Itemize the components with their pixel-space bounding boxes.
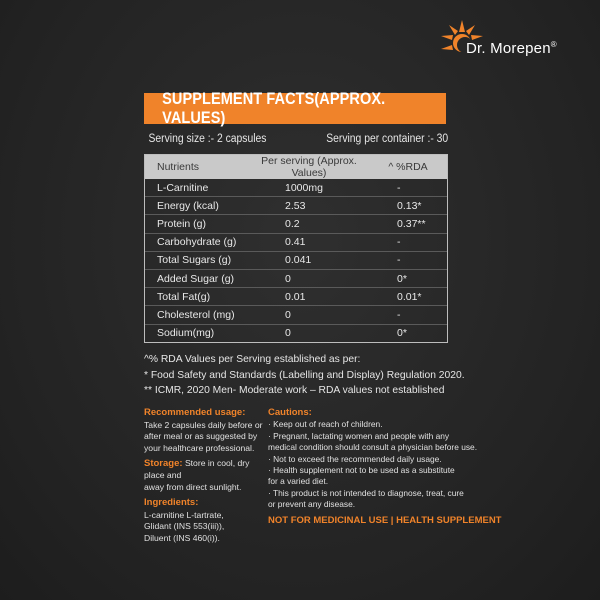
per-serving-value: 0.2 (285, 217, 300, 230)
storage-title: Storage: (144, 458, 183, 470)
supplement-facts-panel (144, 89, 502, 543)
nutrient-name: Total Fat(g) (157, 290, 211, 303)
per-serving-value: 0 (285, 308, 291, 321)
table-row (145, 214, 447, 232)
footer-disclaimer: NOT FOR MEDICINAL USE | HEALTH SUPPLEMENT (268, 514, 502, 526)
rda-value: 0.13* (397, 199, 422, 212)
serving-info (144, 124, 454, 151)
brand-text: Dr. Morepen (466, 40, 551, 57)
per-serving-value: 0.041 (285, 254, 312, 267)
cautions-title: Cautions: (268, 407, 312, 418)
table-row (145, 287, 447, 305)
cautions-column (266, 407, 502, 567)
per-serving-value: 2.53 (285, 199, 306, 212)
caution-line: · Pregnant, lactating women and people with any (268, 430, 450, 441)
storage-line: away from direct sunlight. (144, 481, 242, 492)
rda-notes (144, 352, 465, 399)
per-serving-value: 0 (285, 272, 291, 285)
brand-logo (436, 18, 596, 68)
table-row (145, 179, 447, 196)
rda-value: 0* (397, 272, 407, 285)
rda-value: 0.01* (397, 290, 422, 303)
table-row (145, 196, 447, 214)
serving-size: Serving size :- 2 capsules (148, 133, 267, 145)
nutrient-name: L-Carnitine (157, 181, 209, 194)
ingredients-title: Ingredients: (144, 497, 199, 509)
nutrient-name: Carbohydrate (g) (157, 236, 237, 249)
info-columns (144, 407, 502, 567)
per-serving-value: 0.01 (285, 290, 306, 303)
rda-value: - (397, 181, 401, 194)
registered-mark: ® (550, 40, 557, 49)
caution-line: · This product is not intended to diagnose, treat, cure (268, 487, 464, 498)
table-row (145, 251, 447, 269)
caution-line: medical condition should consult a physician before use. (268, 442, 478, 453)
nutrition-table (144, 154, 448, 343)
caution-line: · Keep out of reach of children. (268, 419, 383, 430)
rda-note: ** ICMR, 2020 Men- Moderate work – RDA values not established (144, 385, 445, 396)
rda-note: * Food Safety and Standards (Labelling and Display) Regulation 2020. (144, 369, 465, 381)
rda-note: ^% RDA Values per Serving established as per: (144, 354, 361, 365)
storage-line: Store in cool, dry place and (144, 458, 250, 480)
nutrient-name: Sodium(mg) (157, 327, 215, 340)
recommended-usage (144, 407, 266, 454)
rda-value: 0.37** (397, 217, 426, 230)
table-header (145, 155, 447, 179)
nutrient-name: Protein (g) (157, 217, 207, 230)
nutrient-name: Cholesterol (mg) (157, 308, 235, 321)
rda-value: 0* (397, 327, 407, 340)
servings-per-container: Serving per container :- 30 (326, 133, 449, 145)
rda-value: - (397, 254, 401, 267)
header-rda: ^ %RDA (388, 161, 428, 173)
caution-line: for a varied diet. (268, 476, 329, 487)
nutrient-name: Total Sugars (g) (157, 254, 232, 267)
rda-value: - (397, 308, 401, 321)
table-row (145, 269, 447, 287)
table-row (145, 233, 447, 251)
storage (144, 458, 266, 493)
table-row (145, 324, 447, 342)
ingredient-line: L-carnitine L-tartrate, (144, 509, 224, 520)
nutrient-name: Energy (kcal) (157, 199, 219, 212)
ingredient-line: Diluent (INS 460(i)). (144, 532, 220, 543)
table-body (145, 179, 447, 342)
ingredients (144, 497, 266, 544)
table-row (145, 305, 447, 323)
panel-title: SUPPLEMENT FACTS(APPROX. VALUES) (162, 93, 428, 124)
caution-line: · Health supplement not to be used as a substitute (268, 465, 455, 476)
ingredient-line: Glidant (INS 553(iii)), (144, 521, 225, 532)
caution-line: or prevent any disease. (268, 499, 356, 510)
header-nutrients: Nutrients (157, 161, 200, 173)
recommended-usage-title: Recommended usage: (144, 407, 246, 418)
per-serving-value: 0.41 (285, 236, 306, 249)
nutrient-name: Added Sugar (g) (157, 272, 235, 285)
caution-line: · Not to exceed the recommended daily usage. (268, 453, 442, 464)
usage-line: after meal or as suggested by (144, 431, 258, 442)
usage-line: your healthcare professional. (144, 442, 255, 453)
title-bar (144, 89, 446, 127)
rda-value: - (397, 236, 401, 249)
usage-column (144, 407, 266, 567)
per-serving-value: 1000mg (285, 181, 323, 194)
usage-line: Take 2 capsules daily before or (144, 419, 263, 430)
header-per-serving: Per serving (Approx. Values) (261, 155, 357, 179)
brand-name (466, 40, 557, 57)
per-serving-value: 0 (285, 327, 291, 340)
